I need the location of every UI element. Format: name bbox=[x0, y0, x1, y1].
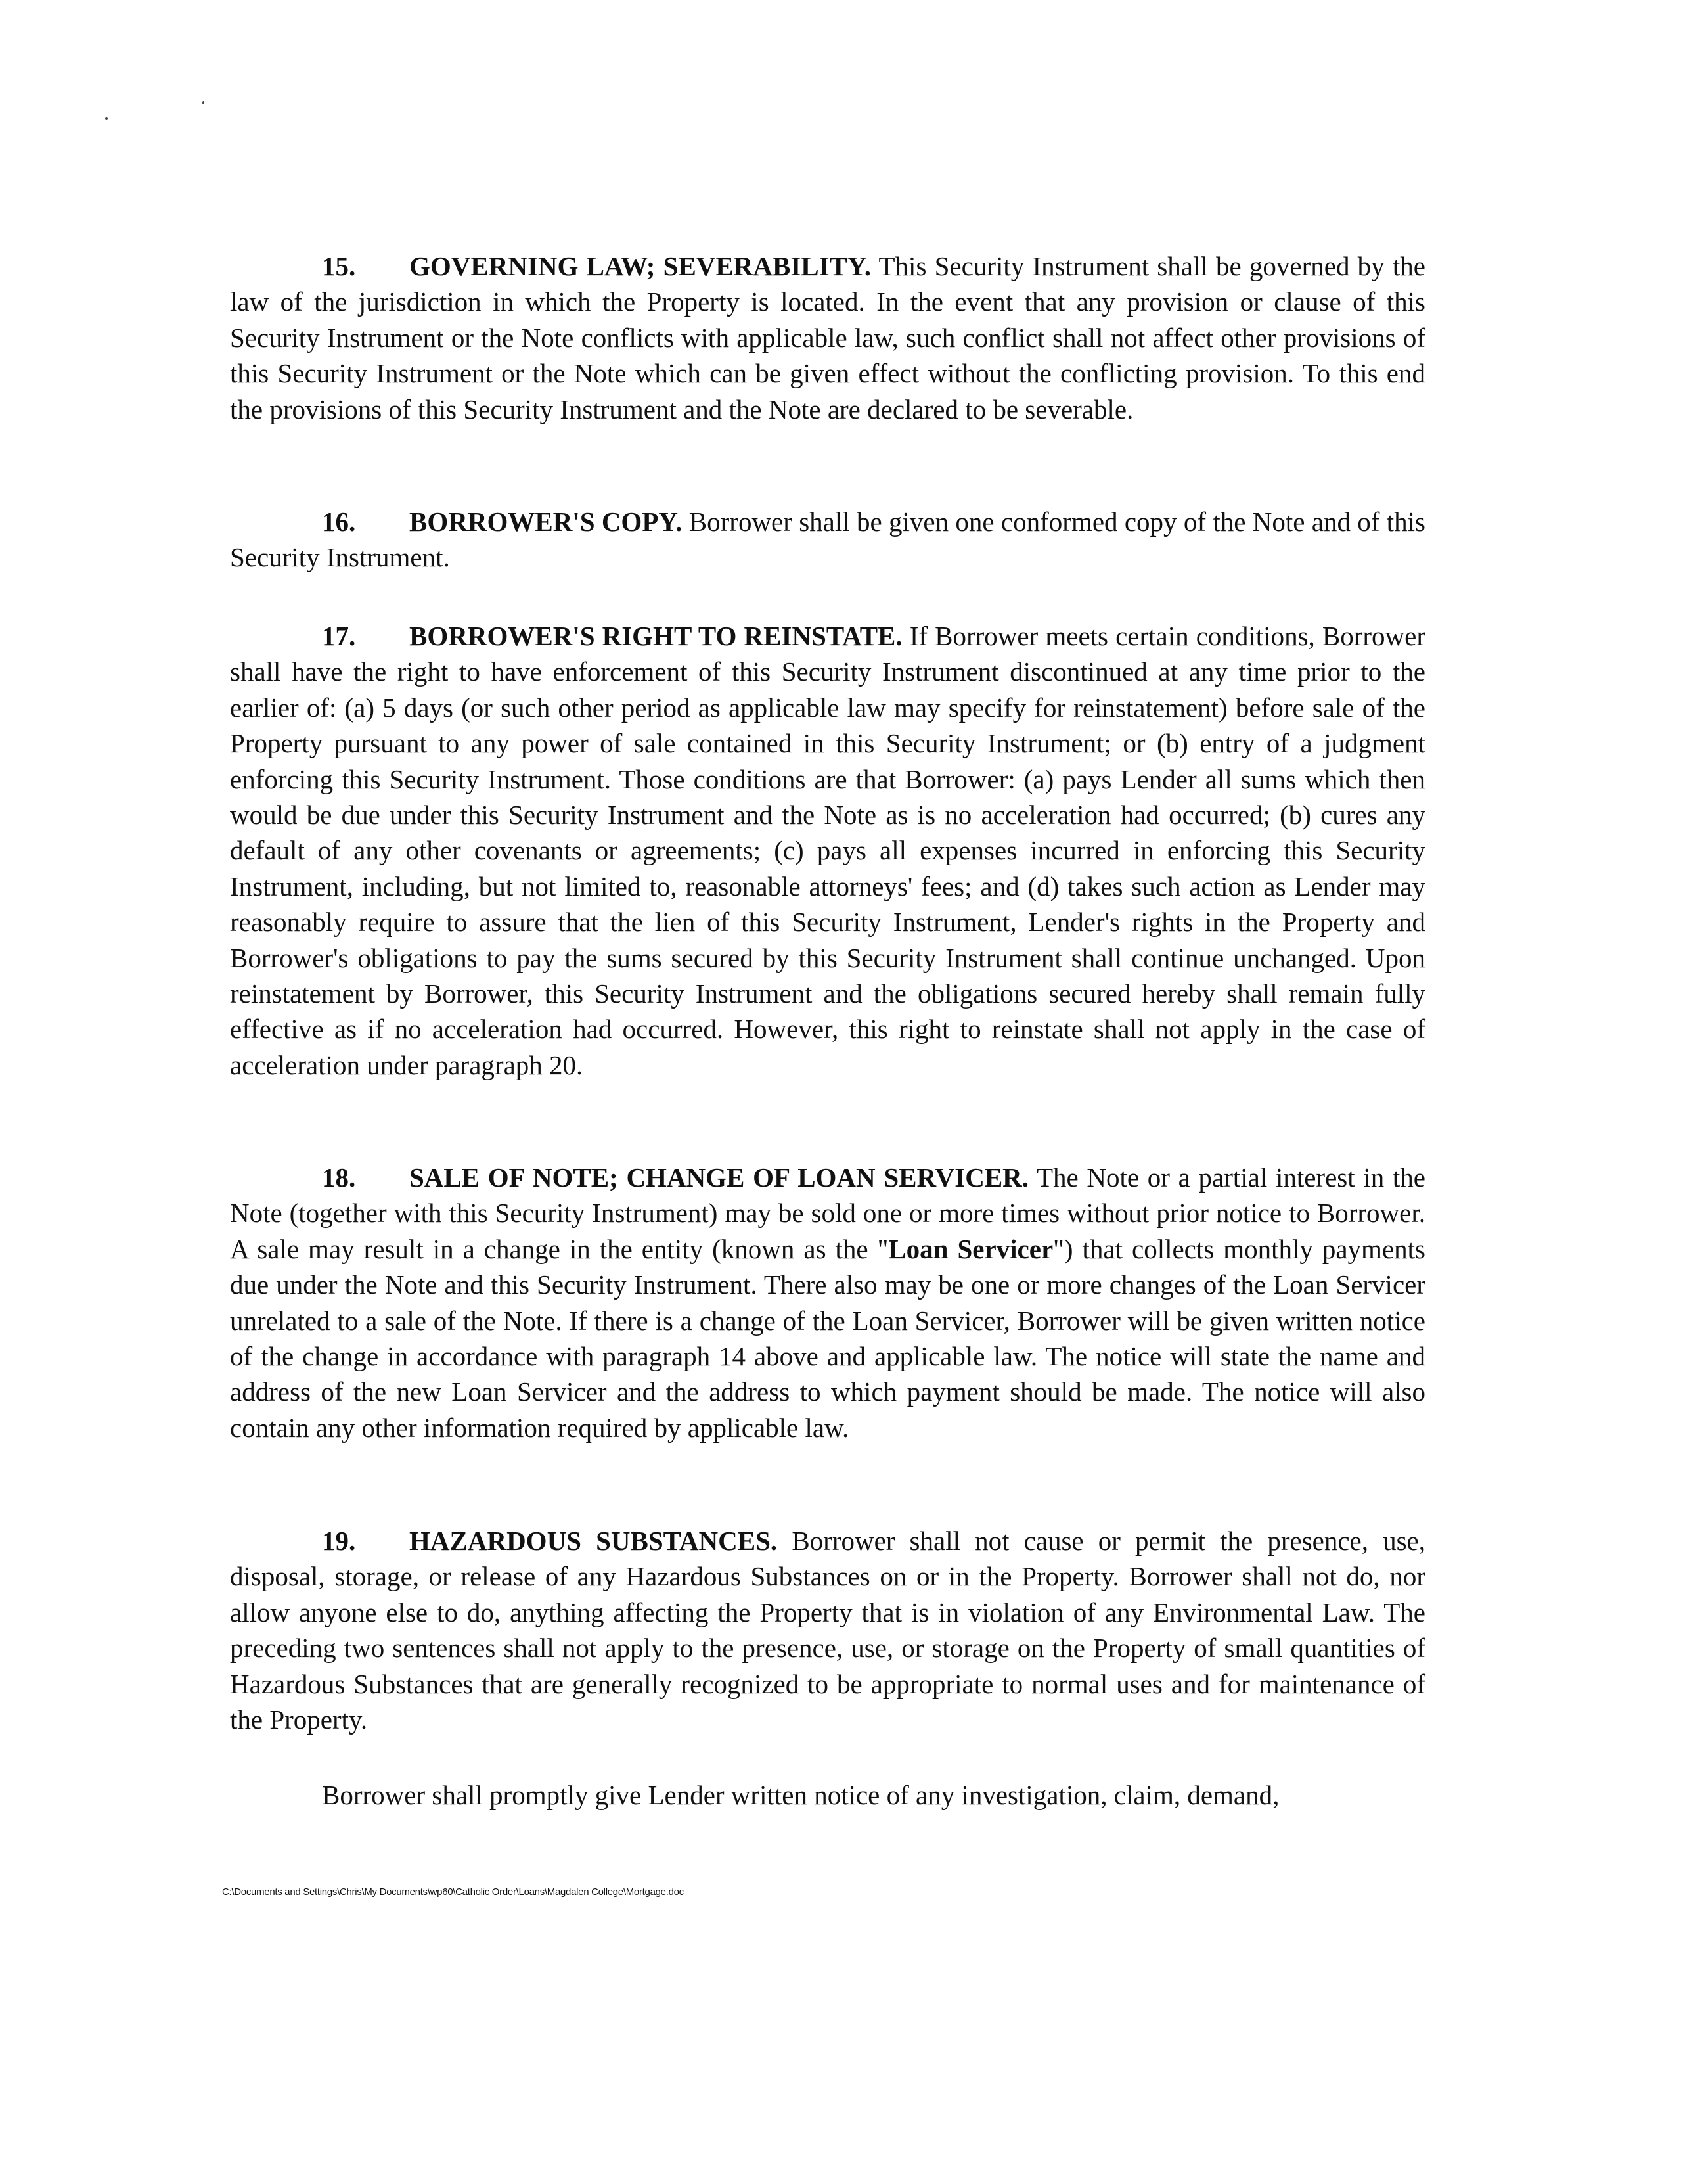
section-17 bbox=[230, 618, 1425, 1083]
section-text: Borrower shall not cause or permit the presence, use, disposal, storage, or release of any Hazardous Substances on or in the Property. Borrower shall not do, nor allow anyone else to do, anything affecting the Property that is in violation of any Environmental Law. The preceding two sentences shall not apply to the presence, use, or storage on the Property of small quantities of Hazardous Substances that are generally recognized to be appropriate to normal uses and for maintenance of the Property. bbox=[230, 1526, 1426, 1735]
section-text: This Security Instrument shall be governed by the law of the jurisdiction in which the Property is located. In the event that any provision or clause of this Security Instrument or the Note conflicts with applicable law, such conflict shall not affect other provisions of this Security Instrument or the Note which can be given effect without the conflicting provision. To this end the provisions of this Security Instrument and the Note are declared to be severable. bbox=[230, 251, 1425, 424]
section-heading: GOVERNING LAW; SEVERABILITY. bbox=[409, 251, 872, 281]
section-text: ") that collects monthly payments due under the Note and this Security Instrument. There also may be one or more changes of the Loan Servicer unrelated to a sale of the Note. If there is a change of the Loan Servicer, Borrower will be given written notice of the change in accordance with paragraph 14 above and applicable law. The notice will state the name and address of the new Loan Servicer and the address to which payment should be made. The notice will also contain any other information required by applicable law. bbox=[230, 1233, 1425, 1443]
section-15 bbox=[230, 248, 1425, 427]
section-18 bbox=[230, 1160, 1425, 1445]
footer-file-path: C:\Documents and Settings\Chris\My Documents\wp60\Catholic Order\Loans\Magdalen College\Mortgage.doc bbox=[222, 1886, 684, 1898]
defined-term-loan-servicer: Loan Servicer bbox=[888, 1233, 1054, 1264]
section-text: Borrower shall be given one conformed copy of the Note and of this Security Instrument. bbox=[230, 507, 1426, 573]
section-number: 16. bbox=[322, 507, 356, 537]
section-text: If Borrower meets certain conditions, Borrower shall have the right to have enforcement of this Security Instrument discontinued at any time prior to the earlier of: (a) 5 days (or such other period as applicable law may specify for reinstatement) before sale of the Property pursuant to any power of sale contained in this Security Instrument; or (b) entry of a judgment enforcing this Security Instrument. Those conditions are that Borrower: (a) pays Lender all sums which then would be due under this Security Instrument and the Note as is no acceleration had occurred; (b) cures any default of any other covenants or agreements; (c) pays all expenses incurred in enforcing this Security Instrument, including, but not limited to, reasonable attorneys' fees; and (d) takes such action as Lender may reasonably require to assure that the lien of this Security Instrument, Lender's rights in the Property and Borrower's obligations to pay the sums secured by this Security Instrument shall continue unchanged. Upon reinstatement by Borrower, this Security Instrument and the obligations secured hereby shall remain fully effective as if no acceleration had occurred. However, this right to reinstate shall not apply in the case of acceleration under paragraph 20. bbox=[230, 621, 1426, 1080]
section-text: The Note or a partial interest in the Note (together with this Security Instrument) may be sold one or more times without prior notice to Borrower. A sale may result in a change in the entity (known as the " bbox=[230, 1162, 1425, 1264]
section-heading: BORROWER'S COPY. bbox=[409, 507, 683, 537]
section-number: 17. bbox=[322, 621, 356, 651]
section-text: Borrower shall promptly give Lender written notice of any investigation, claim, demand, bbox=[322, 1780, 1280, 1810]
section-heading: SALE OF NOTE; CHANGE OF LOAN SERVICER. bbox=[409, 1162, 1029, 1193]
scan-speck bbox=[105, 117, 108, 120]
section-19 bbox=[230, 1523, 1425, 1737]
section-number: 15. bbox=[322, 251, 356, 281]
section-19-paragraph-2 bbox=[230, 1777, 1425, 1813]
section-heading: BORROWER'S RIGHT TO REINSTATE. bbox=[409, 621, 903, 651]
scan-speck bbox=[202, 101, 204, 104]
section-16 bbox=[230, 504, 1425, 576]
section-number: 19. bbox=[322, 1526, 356, 1556]
section-heading: HAZARDOUS SUBSTANCES. bbox=[409, 1526, 778, 1556]
section-number: 18. bbox=[322, 1162, 356, 1193]
